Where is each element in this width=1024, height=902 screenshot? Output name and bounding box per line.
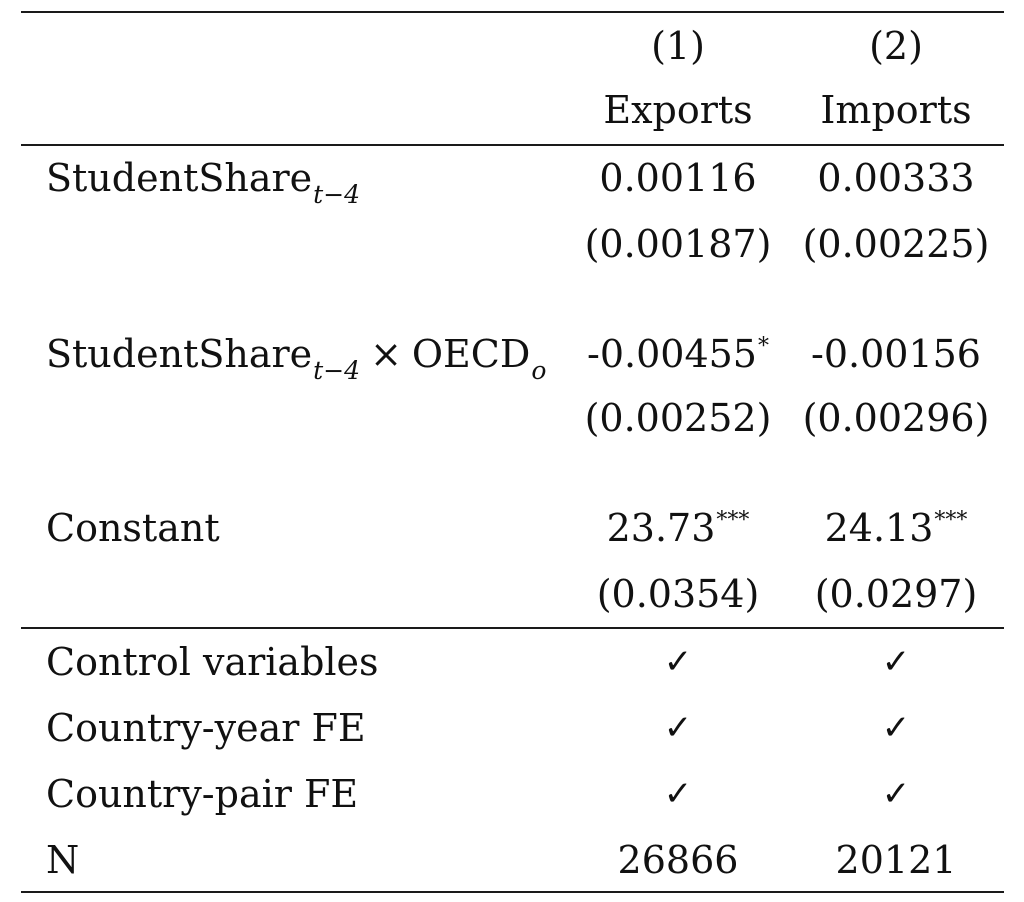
constant-col2-value: 24.13 [824, 506, 934, 550]
constant-col2-se: (0.0297) [814, 572, 978, 616]
student-share-col2-coef: 0.00333 [817, 156, 975, 200]
row-label-interaction [46, 332, 547, 385]
student-share-label: StudentShare [46, 156, 313, 200]
country-pair-fe-col1-check: ✓ [663, 774, 693, 814]
interaction-col1-coef [587, 332, 769, 383]
constant-col2-coef [825, 506, 968, 557]
interaction-col2-se: (0.00296) [802, 396, 990, 440]
col1-number: (1) [651, 24, 705, 68]
col2-number: (2) [869, 24, 923, 68]
interaction-col1-value: -0.00455 [587, 332, 757, 376]
country-year-fe-col1-check: ✓ [663, 708, 693, 748]
student-share-subscript: t−4 [313, 180, 361, 209]
col1-header: Exports [603, 88, 753, 132]
n-col1-value: 26866 [617, 838, 739, 882]
mid-rule [21, 627, 1004, 629]
interaction-col1-stars: * [757, 334, 769, 359]
constant-col1-coef [607, 506, 750, 557]
student-share-col1-se: (0.00187) [584, 222, 772, 266]
interaction-subscript2: o [531, 356, 547, 385]
n-col2-value: 20121 [835, 838, 957, 882]
constant-col1-value: 23.73 [606, 506, 716, 550]
country-pair-fe-label: Country-pair FE [46, 772, 359, 816]
interaction-col2-coef: -0.00156 [811, 332, 981, 376]
header-rule [21, 144, 1004, 146]
row-label-constant: Constant [46, 506, 220, 550]
student-share-col1-coef: 0.00116 [599, 156, 757, 200]
interaction-subscript: t−4 [313, 356, 361, 385]
row-label-student-share [46, 156, 361, 209]
interaction-col1-se: (0.00252) [584, 396, 772, 440]
col2-header: Imports [820, 88, 972, 132]
constant-col2-stars: *** [934, 508, 968, 533]
country-year-fe-label: Country-year FE [46, 706, 366, 750]
constant-col1-stars: *** [716, 508, 750, 533]
interaction-label: StudentShare [46, 332, 313, 376]
student-share-col2-se: (0.00225) [802, 222, 990, 266]
country-year-fe-col2-check: ✓ [881, 708, 911, 748]
control-variables-col1-check: ✓ [663, 642, 693, 682]
constant-col1-se: (0.0354) [596, 572, 760, 616]
interaction-label2: OECD [411, 332, 531, 376]
n-label: N [46, 838, 80, 882]
control-variables-label: Control variables [46, 640, 379, 684]
country-pair-fe-col2-check: ✓ [881, 774, 911, 814]
bottom-rule [21, 891, 1004, 893]
control-variables-col2-check: ✓ [881, 642, 911, 682]
top-rule [21, 11, 1004, 13]
times-symbol: × [370, 332, 402, 376]
